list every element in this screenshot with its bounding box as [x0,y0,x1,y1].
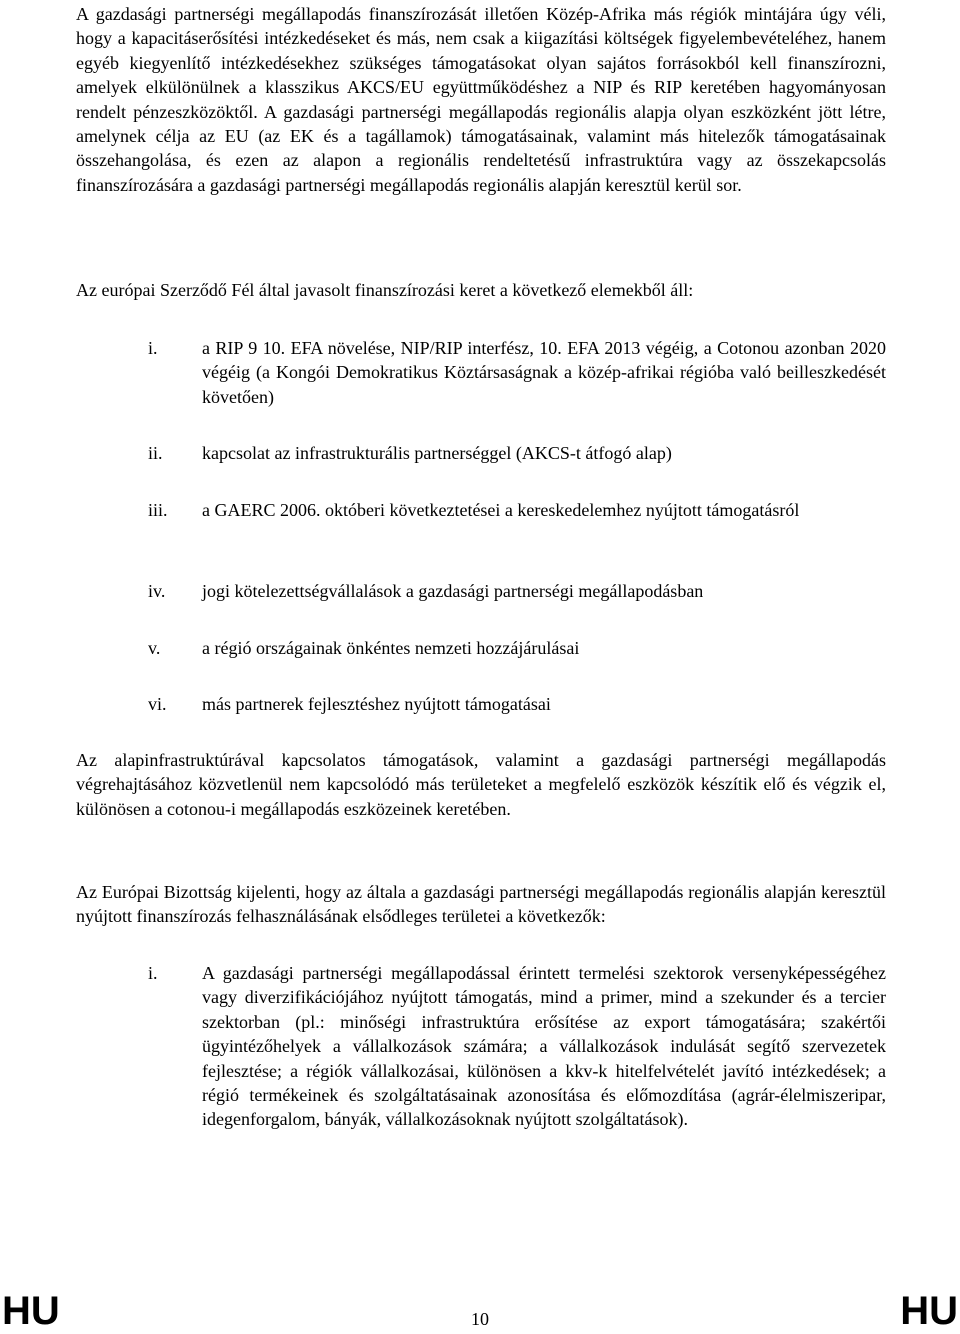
list-item [148,336,886,409]
paragraph-framework-lead: Az európai Szerződő Fél által javasolt finanszírozási keret a következő elemekből áll: [76,280,694,300]
list-item-text: más partnerek fejlesztéshez nyújtott támogatásai [202,694,551,714]
page-number: 10 [471,1309,489,1329]
list-item-number: iv. [148,581,166,601]
list-item-number: iii. [148,500,168,520]
list-item-text: A gazdasági partnerségi megállapodással érintett termelési szektorok versenyképességéhez vagy diverzifikációjához nyújtott támogatás, mind a primer, mind a szekunder és a tercier szektorban (pl.: minőségi infrastruktúra erősítése az export támogatására; szakértői ügyintézőhelyek a vállalkozások számára; a vállalkozások indulását segítő szervezetek fejlesztése; a régiók vállalkozásai, különösen a kkv-k hitelfelvételét javító intézkedések; a régió termékeinek és szolgáltatásainak azonosítása és előmozdítása (agrár-élelmiszeripar, idegenforgalom, bányák, vállalkozásoknak nyújtott szolgáltatások). [202,963,886,1130]
list-item-number: v. [148,638,161,658]
footer-language-code-right: HU [900,1289,958,1333]
paragraph-commission-statement: Az Európai Bizottság kijelenti, hogy az általa a gazdasági partnerségi megállapodás regionális alapján keresztül nyújtott finanszírozás felhasználásának elsődleges területei a következők: [76,882,886,927]
list-item-text: a RIP 9 10. EFA növelése, NIP/RIP interfész, 10. EFA 2013 végéig, a Cotonou azonban 2020 végéig (a Kongói Demokratikus Köztársaságnak a közép-afrikai régióba való beilleszkedését követően) [202,338,886,407]
list-item-number: i. [148,338,158,358]
paragraph-financing-intro: A gazdasági partnerségi megállapodás finanszírozását illetően Közép-Afrika más régiók mintájára úgy véli, hogy a kapacitáserősítési intézkedéseket és más, nem csak a kiigazítási költségek figyelembevételéhez, hanem egyéb kiegyenlítő intézkedésekhez szükséges támogatásokat olyan sajátos forrásokból kell finanszírozni, amelyek elkülönülnek a klasszikus AKCS/EU együttműködéshez a NIP és RIP keretében hagyományosan rendelt pénzeszközöktől. A gazdasági partnerségi megállapodás regionális alapja olyan eszközként jött létre, amelynek célja az EU (az EK és a tagállamok) támogatásainak, valamint más hitelezők támogatásainak összehangolása, és ezen az alapon a regionális rendeltetésű infrastruktúra vagy az összekapcsolás finanszírozására a gazdasági partnerségi megállapodás regionális alapján keresztül kerül sor. [76,4,886,195]
paragraph-infrastructure: Az alapinfrastruktúrával kapcsolatos támogatások, valamint a gazdasági partnerségi megállapodás végrehajtásához közvetlenül nem kapcsolódó más területeket a megfelelő eszközök készítik elő és végzik el, különösen a cotonou-i megállapodás eszközeinek keretében. [76,750,886,819]
list-item [148,579,886,603]
list-item-text: a GAERC 2006. októberi következtetései a kereskedelemhez nyújtott támogatásról [202,500,800,520]
list-item-text: kapcsolat az infrastrukturális partnerséggel (AKCS-t átfogó alap) [202,443,672,463]
list-item [148,498,886,522]
list-item-text: a régió országainak önkéntes nemzeti hozzájárulásai [202,638,580,658]
list-item [148,441,886,465]
list-item [148,692,886,716]
list-item-number: i. [148,963,158,983]
list-item-text: jogi kötelezettségvállalások a gazdasági partnerségi megállapodásban [202,581,704,601]
list-item [148,636,886,660]
footer-language-code-left: HU [2,1289,60,1333]
list-item-number: vi. [148,694,167,714]
list-item-number: ii. [148,443,163,463]
list-item [148,961,886,1132]
